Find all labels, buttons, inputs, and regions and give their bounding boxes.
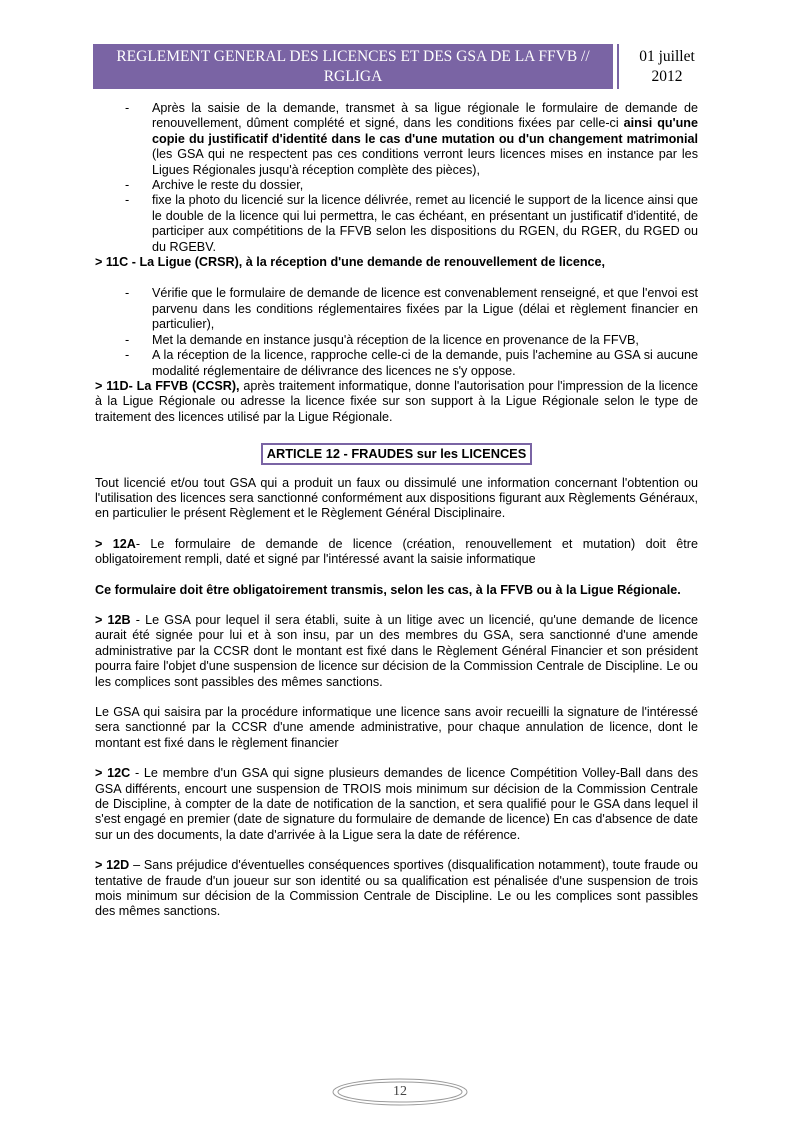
- list-item-text: Archive le reste du dossier,: [152, 178, 304, 193]
- article-12-intro: Tout licencié et/ou tout GSA qui a produit un faux ou dissimulé une information concernant l'obtention ou l'utilisation des licences sera sanctionné conformément aux dispositions figurant aux Règlements Généraux, en particulier le présent Règlement et le Règlement Général Disciplinaire.: [95, 475, 698, 521]
- section-12d: [95, 858, 698, 920]
- page-number: 12: [393, 1084, 407, 1099]
- header-date-year: 2012: [651, 68, 683, 85]
- section-12b-text: - Le GSA pour lequel il sera établi, suite à un litige avec un licencié, qu'une demande de licence aurait été signée pour lui et à son insu, par un des membres du GSA, sera sanctionné d'une amende administrative par la CCSR dont le montant est fixé dans le Règlement Général Financier et son président pourra faire l'objet d'une suspension de licence sur décision de la Commission Centrale de Discipline. Le ou les complices sont passibles des mêmes sanctions.: [95, 612, 698, 689]
- section-12c-label: > 12C: [95, 766, 131, 781]
- article-12-heading-wrap: [95, 443, 698, 464]
- section-11c-heading: > 11C - La Ligue (CRSR), à la réception d'une demande de renouvellement de licence,: [95, 255, 606, 270]
- list-item-text: Met la demande en instance jusqu'à réception de la licence en provenance de la FFVB,: [152, 332, 639, 347]
- section-12b-label: > 12B: [95, 612, 131, 627]
- renewal-steps-list: [95, 101, 698, 255]
- section-11d: [95, 379, 698, 425]
- list-item: - fixe la photo du licencié sur la licence délivrée, remet au licencié le support de la licence ainsi que le double de la licence qui lui permettra, le cas échéant, en présentant un justificatif d'identité, de participer aux compétitions de la FFVB selon les dispositions du RGEN, du RGER, du RGED ou du RGEBV.: [125, 193, 698, 254]
- section-12d-label: > 12D: [95, 858, 130, 873]
- article-12-title: ARTICLE 12 - FRAUDES sur les LICENCES: [261, 443, 533, 464]
- list-item-bold: ainsi qu'une copie du justificatif d'identité dans le cas d'une mutation ou d'un changement matrimonial: [152, 116, 699, 146]
- section-12a: [95, 537, 698, 568]
- section-12c: [95, 766, 698, 843]
- section-12a-label: > 12A: [95, 536, 136, 551]
- header-title: REGLEMENT GENERAL DES LICENCES ET DES GSA DE LA FFVB // RGLIGA: [93, 44, 613, 89]
- section-12d-text: – Sans préjudice d'éventuelles conséquences sportives (disqualification notamment), toute fraude ou tentative de fraude d'un joueur sur son identité ou sa qualification est pénalisée d'une suspension de trois mois minimum sur décision de la Commission Centrale de Discipline. Le ou les complices sont passibles des mêmes sanctions.: [95, 858, 698, 919]
- list-item: - Met la demande en instance jusqu'à réception de la licence en provenance de la FFVB,: [125, 332, 639, 347]
- section-11d-label: > 11D- La FFVB (CCSR),: [95, 378, 240, 393]
- list-item: - Vérifie que le formulaire de demande de licence est convenablement renseigné, et que l'envoi est parvenu dans les conditions réglementaires fixées par la Ligue (délai et règlement financier en particulier),: [125, 286, 698, 332]
- list-item-text: (les GSA qui ne respectent pas ces conditions verront leurs licences mises en instance par les Ligues Régionales jusqu'à réception complète des pièces),: [152, 147, 698, 177]
- list-item: - Archive le reste du dossier,: [125, 178, 304, 193]
- header-date-day: 01 juillet: [639, 48, 695, 65]
- list-item-text: fixe la photo du licencié sur la licence délivrée, remet au licencié le support de la licence ainsi que le double de la licence qui lui permettra, le cas échéant, en présentant un justificatif d'identité, de participer aux compétitions de la FFVB selon les dispositions du RGEN, du RGER, du RGED ou du RGEBV.: [152, 193, 698, 254]
- section-12c-text: - Le membre d'un GSA qui signe plusieurs demandes de licence Compétition Volley-Ball dans des GSA différents, encourt une suspension de TROIS mois minimum sur décision de la Commission Centrale de Discipline, à compter de la date de notification de la sanction, et sera qualifié pour le GSA dans lequel il s'est engagé en premier (date de signature du formulaire de demande de licence) En cas d'absence de date sur un des documents, la date d'arrivée à la Ligue sera la date de référence.: [95, 766, 698, 842]
- page-footer: [331, 1077, 469, 1107]
- list-item-text: A la réception de la licence, rapproche celle-ci de la demande, puis l'achemine au GSA si aucune modalité réglementaire de délivrance des licences ne s'y oppose.: [152, 348, 698, 378]
- section-11d-text: après traitement informatique, donne l'autorisation pour l'impression de la licence à la Ligue Régionale ou adresse la licence fixée sur son support à la Ligue Régionale selon le type de traitement des licences utilisé par la Ligue Régionale.: [95, 378, 698, 424]
- header-date: [617, 44, 715, 89]
- section-11c-list: [95, 286, 698, 378]
- list-item-text: Vérifie que le formulaire de demande de licence est convenablement renseigné, et que l'envoi est parvenu dans les conditions réglementaires fixées par la Ligue (délai et règlement financier en particulier),: [152, 286, 698, 332]
- transmission-note: Ce formulaire doit être obligatoirement transmis, selon les cas, à la FFVB ou à la Ligue Régionale.: [95, 582, 681, 597]
- list-item: - A la réception de la licence, rapproche celle-ci de la demande, puis l'achemine au GSA si aucune modalité réglementaire de délivrance des licences ne s'y oppose.: [125, 348, 698, 378]
- page-header: [93, 44, 715, 89]
- list-item: - Après la saisie de la demande, transmet à sa ligue régionale le formulaire de demande de renouvellement, dûment complété et signé, dans les conditions fixées par celle-ci ainsi qu'une copie du justificatif d'identité dans le cas d'une mutation ou d'un changement matrimonial (les GSA qui ne respectent pas ces conditions verront leurs licences mises en instance par les Ligues Régionales jusqu'à réception complète des pièces),: [125, 101, 699, 177]
- section-12a-text: - Le formulaire de demande de licence (création, renouvellement et mutation) doit être obligatoirement rempli, daté et signé par l'intéressé avant la saisie informatique: [95, 536, 698, 567]
- section-12b-paragraph-2: Le GSA qui saisira par la procédure informatique une licence sans avoir recueilli la signature de l'intéressé sera sanctionné par la CCSR d'une amende administrative, pour chaque annulation de licence, dont le montant est fixé dans le règlement financier: [95, 705, 698, 750]
- section-12b: [95, 613, 698, 690]
- list-item-text: Après la saisie de la demande, transmet à sa ligue régionale le formulaire de demande de renouvellement, dûment complété et signé, dans les conditions fixées par celle-ci: [152, 101, 698, 131]
- page-content: [95, 101, 698, 920]
